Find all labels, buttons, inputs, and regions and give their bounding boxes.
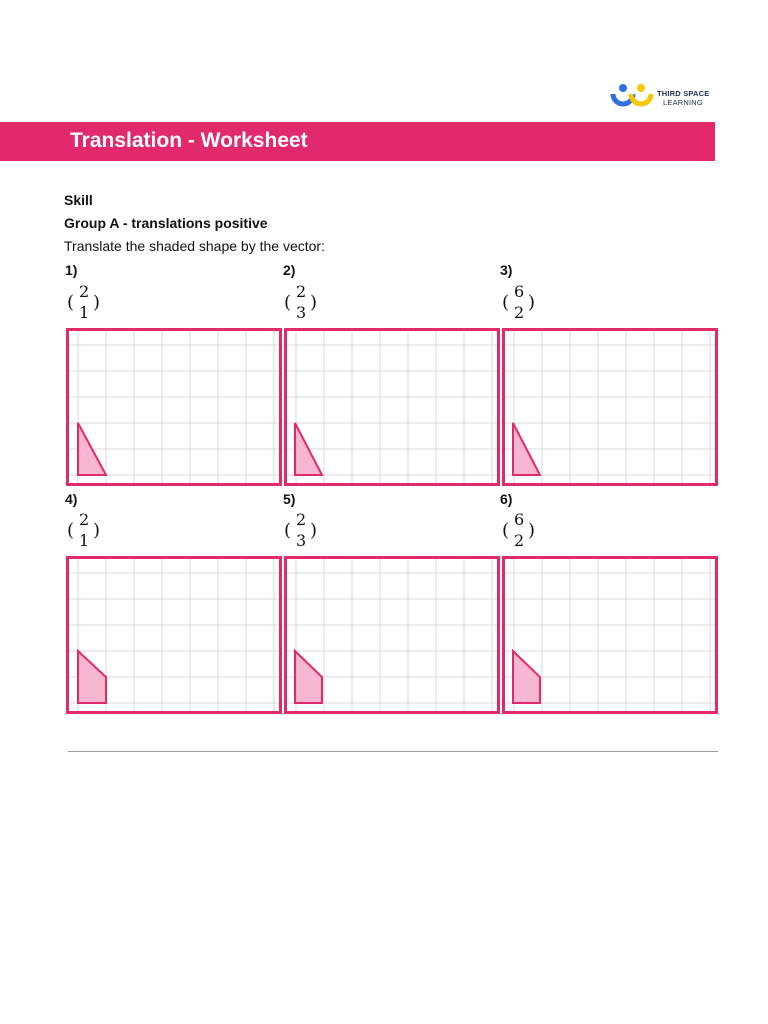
vector-top: 2 <box>79 510 90 529</box>
logo-text <box>657 89 709 107</box>
question-1-grid <box>66 328 282 486</box>
vector-bottom: 1 <box>79 303 90 322</box>
worksheet-title: Translation - Worksheet <box>70 129 308 152</box>
question-5-number: 5) <box>283 491 296 507</box>
vector-bottom: 3 <box>296 531 307 550</box>
question-2-grid <box>284 328 500 486</box>
question-3-number: 3) <box>500 262 513 278</box>
question-3-grid <box>502 328 718 486</box>
logo-line-1: THIRD SPACE <box>657 89 710 98</box>
vector-bottom: 1 <box>79 531 90 550</box>
smile-logo-icon <box>610 82 654 110</box>
vector-top: 6 <box>514 510 525 529</box>
group-heading: Group A - translations positive <box>64 215 268 231</box>
question-3-vector: ( 6 2 ) <box>502 282 536 322</box>
question-1-vector: ( 2 1 ) <box>67 282 101 322</box>
question-6-number: 6) <box>500 491 513 507</box>
divider-line <box>68 751 718 752</box>
vector-bottom: 3 <box>296 303 307 322</box>
question-6-grid <box>502 556 718 714</box>
question-4-number: 4) <box>65 491 78 507</box>
vector-top: 6 <box>514 282 525 301</box>
logo-line-2: LEARNING <box>663 98 703 107</box>
vector-top: 2 <box>296 510 307 529</box>
skill-heading: Skill <box>64 192 93 208</box>
shaded-trapezium <box>513 651 540 703</box>
question-4-vector: ( 2 1 ) <box>67 510 101 550</box>
shaded-trapezium <box>78 651 106 703</box>
vector-top: 2 <box>296 282 307 301</box>
vector-bottom: 2 <box>514 531 525 550</box>
question-2-number: 2) <box>283 262 296 278</box>
question-2-vector: ( 2 3 ) <box>284 282 318 322</box>
third-space-learning-logo <box>610 82 720 112</box>
question-5-vector: ( 2 3 ) <box>284 510 318 550</box>
title-banner <box>0 122 715 161</box>
question-4-grid <box>66 556 282 714</box>
question-5-grid <box>284 556 500 714</box>
question-6-vector: ( 6 2 ) <box>502 510 536 550</box>
vector-top: 2 <box>79 282 90 301</box>
vector-bottom: 2 <box>514 303 525 322</box>
question-1-number: 1) <box>65 262 78 278</box>
shaded-trapezium <box>295 651 322 703</box>
instruction-text: Translate the shaded shape by the vector: <box>64 238 325 254</box>
